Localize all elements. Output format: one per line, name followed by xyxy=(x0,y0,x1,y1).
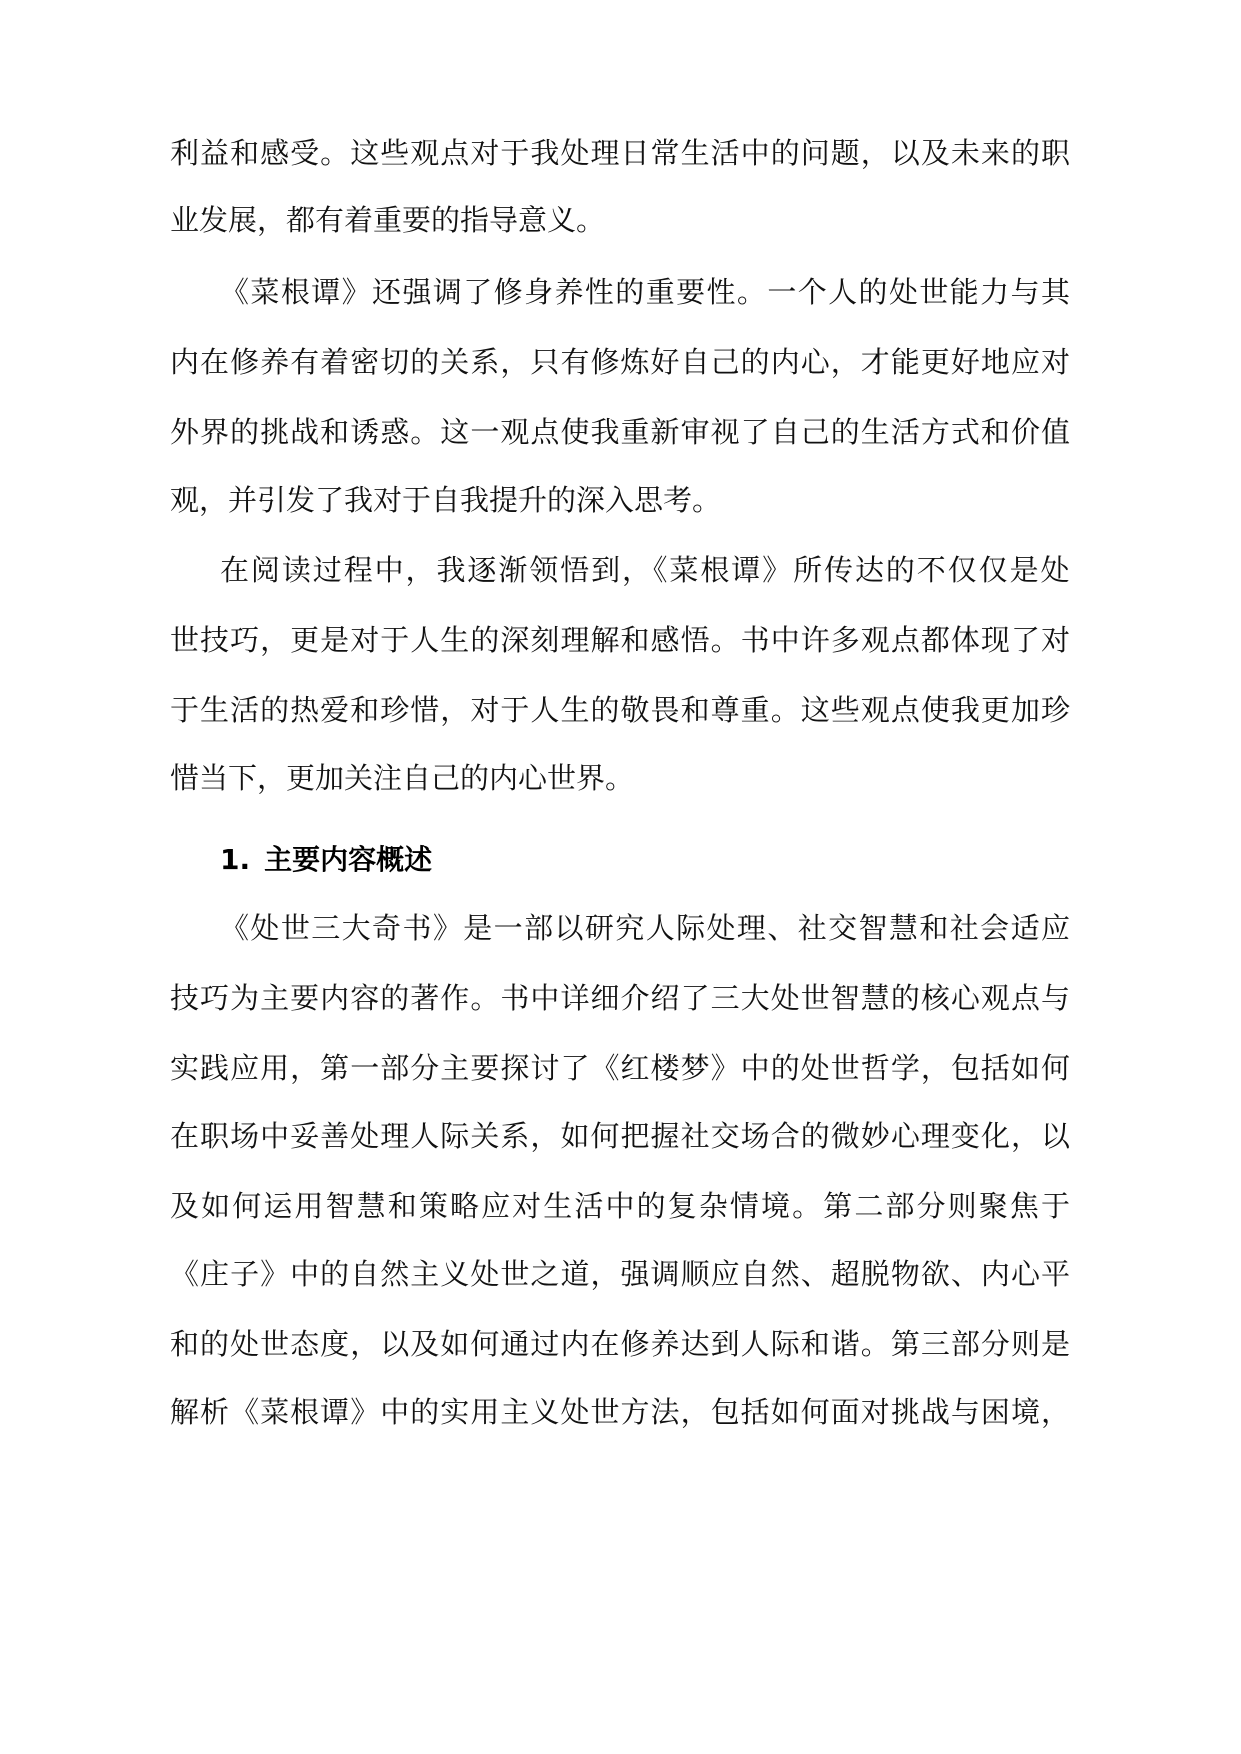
paragraph-line: 惜当下，更加关注自己的内心世界。 xyxy=(170,761,635,795)
paragraph-line: 及如何运用智慧和策略应对生活中的复杂情境。第二部分则聚焦于 xyxy=(170,1189,1073,1223)
paragraph-line: 观，并引发了我对于自我提升的深入思考。 xyxy=(170,483,722,517)
paragraph-line: 外界的挑战和诱惑。这一观点使我重新审视了自己的生活方式和价值 xyxy=(170,415,1072,449)
paragraph-line: 内在修养有着密切的关系，只有修炼好自己的内心，才能更好地应对 xyxy=(170,345,1072,379)
paragraph-line: 和的处世态度，以及如何通过内在修养达到人际和谐。第三部分则是 xyxy=(170,1327,1072,1361)
paragraph-line: 于生活的热爱和珍惜，对于人生的敬畏和尊重。这些观点使我更加珍 xyxy=(170,693,1072,727)
paragraph-line: 利益和感受。这些观点对于我处理日常生活中的问题，以及未来的职 xyxy=(170,136,1072,170)
paragraph-line: 在阅读过程中，我逐渐领悟到，《菜根谭》所传达的不仅仅是处 xyxy=(220,553,1072,587)
paragraph-line: 世技巧，更是对于人生的深刻理解和感悟。书中许多观点都体现了对 xyxy=(170,623,1072,657)
paragraph-line: 解析《菜根谭》中的实用主义处世方法，包括如何面对挑战与困境， xyxy=(170,1395,1072,1429)
paragraph-line: 《菜根谭》还强调了修身养性的重要性。一个人的处世能力与其 xyxy=(220,275,1072,309)
paragraph-line: 在职场中妥善处理人际关系，如何把握社交场合的微妙心理变化，以 xyxy=(170,1119,1072,1153)
section-heading xyxy=(220,840,720,880)
section-number: 1. xyxy=(220,843,251,876)
paragraph-line: 业发展，都有着重要的指导意义。 xyxy=(170,203,606,237)
paragraph-line: 《处世三大奇书》是一部以研究人际处理、社交智慧和社会适应 xyxy=(220,911,1072,945)
section-title: 主要内容概述 xyxy=(264,843,433,876)
paragraph-line: 《庄子》中的自然主义处世之道，强调顺应自然、超脱物欲、内心平 xyxy=(170,1257,1072,1291)
paragraph-line: 技巧为主要内容的著作。书中详细介绍了三大处世智慧的核心观点与 xyxy=(170,981,1072,1015)
paragraph-line: 实践应用，第一部分主要探讨了《红楼梦》中的处世哲学，包括如何 xyxy=(170,1051,1072,1085)
